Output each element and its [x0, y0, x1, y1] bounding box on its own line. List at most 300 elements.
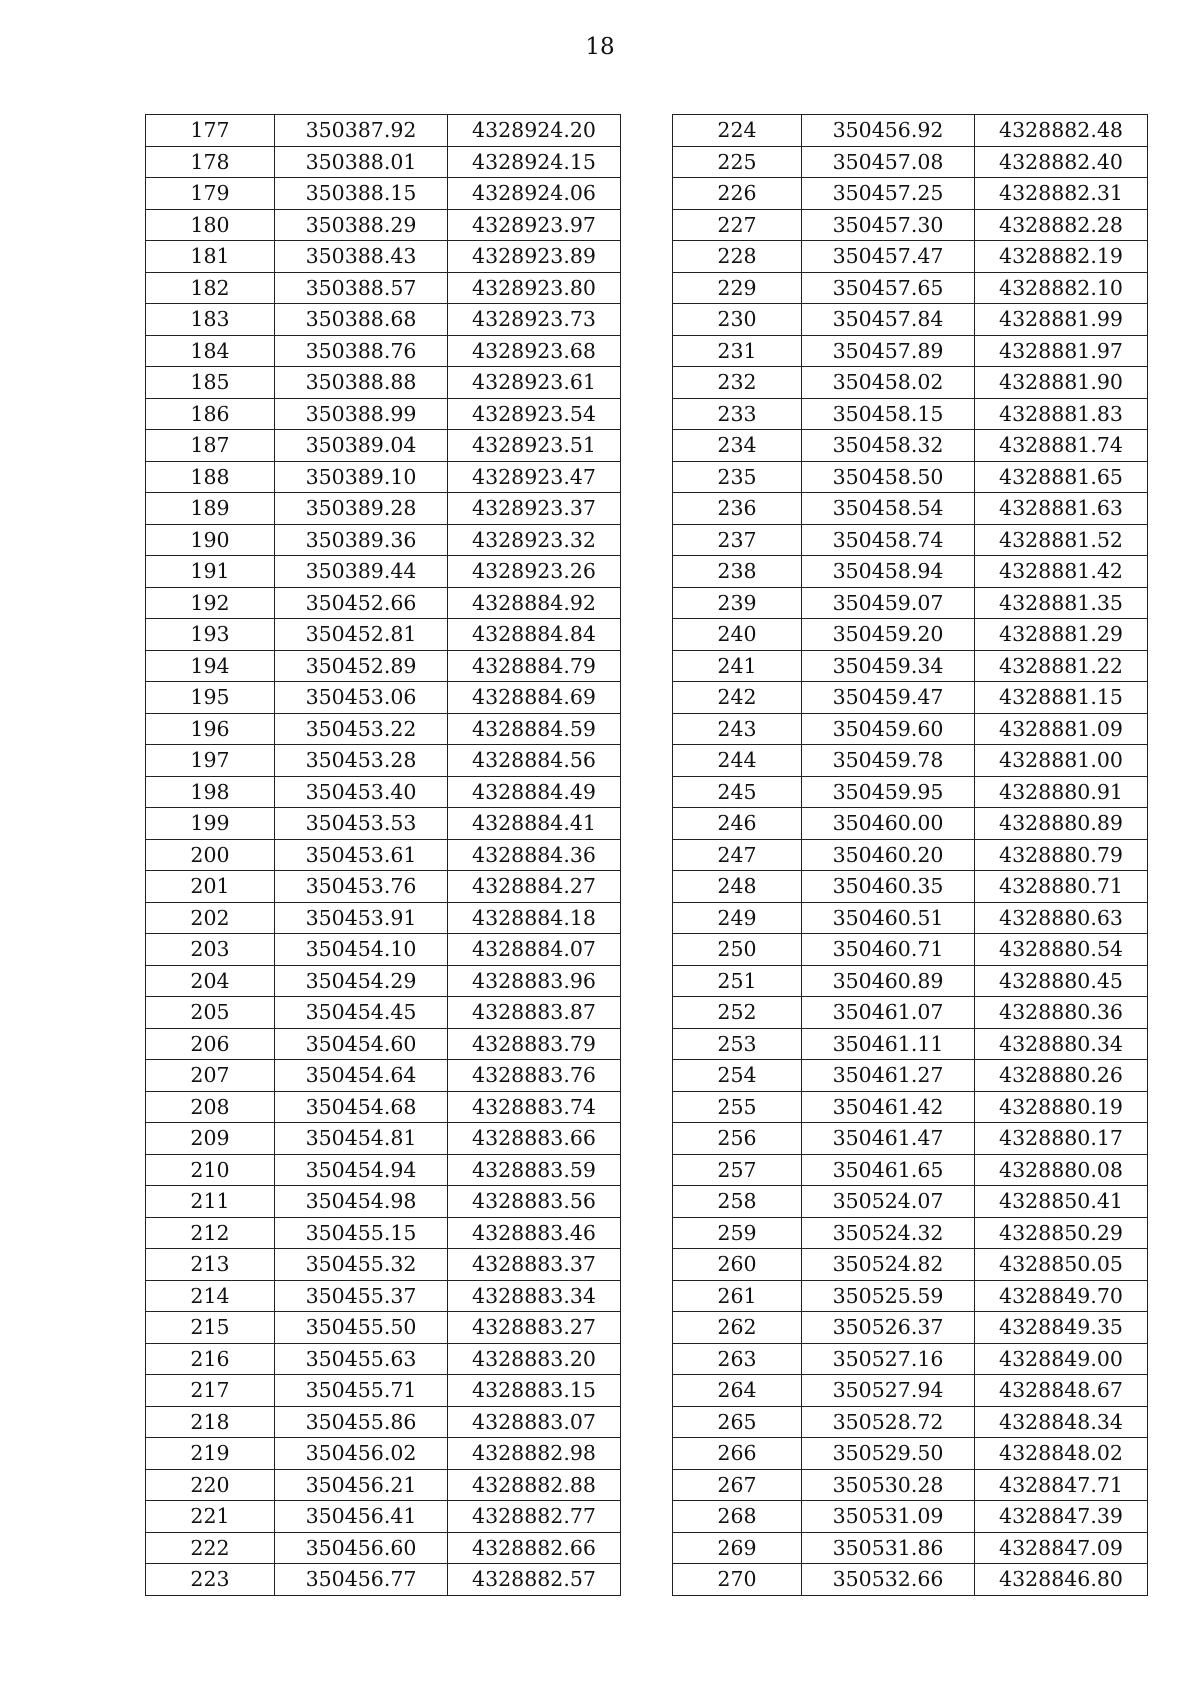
table-row	[146, 335, 621, 367]
table-row	[673, 1217, 1148, 1249]
y-coordinate-cell: 4328880.79	[975, 839, 1148, 871]
x-coordinate-cell: 350454.29	[275, 965, 448, 997]
table-row	[146, 587, 621, 619]
x-coordinate-cell: 350388.57	[275, 272, 448, 304]
table-row	[673, 1564, 1148, 1596]
y-coordinate-cell: 4328881.35	[975, 587, 1148, 619]
y-coordinate-cell: 4328884.49	[448, 776, 621, 808]
table-row	[673, 1280, 1148, 1312]
y-coordinate-cell: 4328883.79	[448, 1028, 621, 1060]
table-body	[146, 115, 621, 1596]
y-coordinate-cell: 4328882.10	[975, 272, 1148, 304]
table-row	[673, 556, 1148, 588]
x-coordinate-cell: 350524.32	[802, 1217, 975, 1249]
point-number-cell: 235	[673, 461, 802, 493]
x-coordinate-cell: 350455.63	[275, 1343, 448, 1375]
point-number-cell: 185	[146, 367, 275, 399]
table-row	[673, 1375, 1148, 1407]
y-coordinate-cell: 4328881.29	[975, 619, 1148, 651]
table-row	[673, 997, 1148, 1029]
y-coordinate-cell: 4328883.07	[448, 1406, 621, 1438]
table-row	[673, 776, 1148, 808]
x-coordinate-cell: 350389.28	[275, 493, 448, 525]
x-coordinate-cell: 350453.28	[275, 745, 448, 777]
point-number-cell: 209	[146, 1123, 275, 1155]
point-number-cell: 247	[673, 839, 802, 871]
table-row	[146, 1280, 621, 1312]
y-coordinate-cell: 4328924.15	[448, 146, 621, 178]
table-row	[146, 461, 621, 493]
table-row	[146, 556, 621, 588]
x-coordinate-cell: 350454.10	[275, 934, 448, 966]
point-number-cell: 219	[146, 1438, 275, 1470]
y-coordinate-cell: 4328883.96	[448, 965, 621, 997]
point-number-cell: 178	[146, 146, 275, 178]
y-coordinate-cell: 4328884.79	[448, 650, 621, 682]
x-coordinate-cell: 350455.32	[275, 1249, 448, 1281]
table-row	[673, 587, 1148, 619]
point-number-cell: 211	[146, 1186, 275, 1218]
table-row	[146, 745, 621, 777]
table-row	[146, 272, 621, 304]
x-coordinate-cell: 350460.71	[802, 934, 975, 966]
x-coordinate-cell: 350460.00	[802, 808, 975, 840]
table-row	[673, 1186, 1148, 1218]
point-number-cell: 239	[673, 587, 802, 619]
y-coordinate-cell: 4328881.99	[975, 304, 1148, 336]
x-coordinate-cell: 350455.15	[275, 1217, 448, 1249]
x-coordinate-cell: 350454.60	[275, 1028, 448, 1060]
x-coordinate-cell: 350389.10	[275, 461, 448, 493]
x-coordinate-cell: 350388.43	[275, 241, 448, 273]
x-coordinate-cell: 350527.94	[802, 1375, 975, 1407]
y-coordinate-cell: 4328882.48	[975, 115, 1148, 147]
point-number-cell: 199	[146, 808, 275, 840]
x-coordinate-cell: 350456.02	[275, 1438, 448, 1470]
point-number-cell: 231	[673, 335, 802, 367]
point-number-cell: 181	[146, 241, 275, 273]
table-row	[673, 1406, 1148, 1438]
table-row	[673, 871, 1148, 903]
point-number-cell: 214	[146, 1280, 275, 1312]
x-coordinate-cell: 350453.61	[275, 839, 448, 871]
x-coordinate-cell: 350454.81	[275, 1123, 448, 1155]
y-coordinate-cell: 4328923.51	[448, 430, 621, 462]
x-coordinate-cell: 350453.76	[275, 871, 448, 903]
point-number-cell: 222	[146, 1532, 275, 1564]
y-coordinate-cell: 4328883.74	[448, 1091, 621, 1123]
point-number-cell: 196	[146, 713, 275, 745]
point-number-cell: 240	[673, 619, 802, 651]
y-coordinate-cell: 4328850.29	[975, 1217, 1148, 1249]
y-coordinate-cell: 4328884.07	[448, 934, 621, 966]
table-row	[146, 209, 621, 241]
x-coordinate-cell: 350531.86	[802, 1532, 975, 1564]
table-body	[673, 115, 1148, 1596]
table-row	[146, 1249, 621, 1281]
x-coordinate-cell: 350526.37	[802, 1312, 975, 1344]
table-row	[146, 934, 621, 966]
point-number-cell: 180	[146, 209, 275, 241]
point-number-cell: 246	[673, 808, 802, 840]
point-number-cell: 251	[673, 965, 802, 997]
table-row	[146, 776, 621, 808]
point-number-cell: 241	[673, 650, 802, 682]
table-row	[146, 493, 621, 525]
point-number-cell: 236	[673, 493, 802, 525]
y-coordinate-cell: 4328882.19	[975, 241, 1148, 273]
y-coordinate-cell: 4328923.32	[448, 524, 621, 556]
x-coordinate-cell: 350453.22	[275, 713, 448, 745]
y-coordinate-cell: 4328884.84	[448, 619, 621, 651]
x-coordinate-cell: 350459.07	[802, 587, 975, 619]
x-coordinate-cell: 350387.92	[275, 115, 448, 147]
point-number-cell: 249	[673, 902, 802, 934]
point-number-cell: 187	[146, 430, 275, 462]
x-coordinate-cell: 350524.07	[802, 1186, 975, 1218]
table-row	[146, 1312, 621, 1344]
y-coordinate-cell: 4328923.26	[448, 556, 621, 588]
y-coordinate-cell: 4328884.36	[448, 839, 621, 871]
table-row	[673, 241, 1148, 273]
point-number-cell: 257	[673, 1154, 802, 1186]
y-coordinate-cell: 4328881.97	[975, 335, 1148, 367]
x-coordinate-cell: 350388.01	[275, 146, 448, 178]
y-coordinate-cell: 4328881.74	[975, 430, 1148, 462]
point-number-cell: 213	[146, 1249, 275, 1281]
x-coordinate-cell: 350460.35	[802, 871, 975, 903]
table-row	[673, 335, 1148, 367]
x-coordinate-cell: 350459.95	[802, 776, 975, 808]
table-row	[146, 965, 621, 997]
point-number-cell: 232	[673, 367, 802, 399]
point-number-cell: 212	[146, 1217, 275, 1249]
point-number-cell: 229	[673, 272, 802, 304]
point-number-cell: 203	[146, 934, 275, 966]
y-coordinate-cell: 4328883.76	[448, 1060, 621, 1092]
point-number-cell: 260	[673, 1249, 802, 1281]
point-number-cell: 223	[146, 1564, 275, 1596]
x-coordinate-cell: 350458.74	[802, 524, 975, 556]
x-coordinate-cell: 350389.44	[275, 556, 448, 588]
table-row	[673, 1123, 1148, 1155]
x-coordinate-cell: 350458.54	[802, 493, 975, 525]
table-row	[146, 619, 621, 651]
y-coordinate-cell: 4328882.40	[975, 146, 1148, 178]
point-number-cell: 252	[673, 997, 802, 1029]
x-coordinate-cell: 350525.59	[802, 1280, 975, 1312]
table-row	[146, 1217, 621, 1249]
x-coordinate-cell: 350389.04	[275, 430, 448, 462]
table-row	[146, 713, 621, 745]
x-coordinate-cell: 350529.50	[802, 1438, 975, 1470]
x-coordinate-cell: 350461.42	[802, 1091, 975, 1123]
x-coordinate-cell: 350459.34	[802, 650, 975, 682]
table-row	[146, 115, 621, 147]
x-coordinate-cell: 350460.51	[802, 902, 975, 934]
x-coordinate-cell: 350459.20	[802, 619, 975, 651]
point-number-cell: 194	[146, 650, 275, 682]
x-coordinate-cell: 350388.29	[275, 209, 448, 241]
point-number-cell: 262	[673, 1312, 802, 1344]
table-row	[673, 1060, 1148, 1092]
table-row	[673, 839, 1148, 871]
x-coordinate-cell: 350456.92	[802, 115, 975, 147]
x-coordinate-cell: 350453.53	[275, 808, 448, 840]
point-number-cell: 243	[673, 713, 802, 745]
table-row	[673, 650, 1148, 682]
y-coordinate-cell: 4328882.31	[975, 178, 1148, 210]
y-coordinate-cell: 4328881.83	[975, 398, 1148, 430]
coordinates-table-right	[672, 114, 1148, 1596]
point-number-cell: 245	[673, 776, 802, 808]
point-number-cell: 198	[146, 776, 275, 808]
x-coordinate-cell: 350456.60	[275, 1532, 448, 1564]
y-coordinate-cell: 4328923.61	[448, 367, 621, 399]
y-coordinate-cell: 4328883.56	[448, 1186, 621, 1218]
table-row	[146, 1438, 621, 1470]
y-coordinate-cell: 4328880.91	[975, 776, 1148, 808]
point-number-cell: 225	[673, 146, 802, 178]
y-coordinate-cell: 4328883.66	[448, 1123, 621, 1155]
y-coordinate-cell: 4328848.02	[975, 1438, 1148, 1470]
point-number-cell: 215	[146, 1312, 275, 1344]
point-number-cell: 269	[673, 1532, 802, 1564]
y-coordinate-cell: 4328881.52	[975, 524, 1148, 556]
x-coordinate-cell: 350457.30	[802, 209, 975, 241]
y-coordinate-cell: 4328881.90	[975, 367, 1148, 399]
point-number-cell: 226	[673, 178, 802, 210]
point-number-cell: 177	[146, 115, 275, 147]
x-coordinate-cell: 350460.20	[802, 839, 975, 871]
y-coordinate-cell: 4328883.27	[448, 1312, 621, 1344]
table-row	[673, 1154, 1148, 1186]
x-coordinate-cell: 350389.36	[275, 524, 448, 556]
y-coordinate-cell: 4328880.26	[975, 1060, 1148, 1092]
y-coordinate-cell: 4328848.34	[975, 1406, 1148, 1438]
point-number-cell: 224	[673, 115, 802, 147]
table-row	[146, 146, 621, 178]
y-coordinate-cell: 4328924.20	[448, 115, 621, 147]
table-row	[673, 493, 1148, 525]
x-coordinate-cell: 350457.25	[802, 178, 975, 210]
table-row	[146, 1091, 621, 1123]
y-coordinate-cell: 4328883.46	[448, 1217, 621, 1249]
y-coordinate-cell: 4328923.47	[448, 461, 621, 493]
y-coordinate-cell: 4328880.71	[975, 871, 1148, 903]
table-row	[673, 115, 1148, 147]
y-coordinate-cell: 4328881.65	[975, 461, 1148, 493]
y-coordinate-cell: 4328882.77	[448, 1501, 621, 1533]
x-coordinate-cell: 350461.07	[802, 997, 975, 1029]
x-coordinate-cell: 350388.88	[275, 367, 448, 399]
table-row	[673, 619, 1148, 651]
x-coordinate-cell: 350454.64	[275, 1060, 448, 1092]
y-coordinate-cell: 4328882.88	[448, 1469, 621, 1501]
x-coordinate-cell: 350458.15	[802, 398, 975, 430]
table-row	[146, 997, 621, 1029]
x-coordinate-cell: 350452.66	[275, 587, 448, 619]
y-coordinate-cell: 4328924.06	[448, 178, 621, 210]
x-coordinate-cell: 350457.89	[802, 335, 975, 367]
table-row	[146, 871, 621, 903]
x-coordinate-cell: 350454.45	[275, 997, 448, 1029]
x-coordinate-cell: 350458.94	[802, 556, 975, 588]
point-number-cell: 250	[673, 934, 802, 966]
point-number-cell: 265	[673, 1406, 802, 1438]
y-coordinate-cell: 4328923.54	[448, 398, 621, 430]
x-coordinate-cell: 350461.65	[802, 1154, 975, 1186]
point-number-cell: 210	[146, 1154, 275, 1186]
point-number-cell: 255	[673, 1091, 802, 1123]
y-coordinate-cell: 4328847.09	[975, 1532, 1148, 1564]
point-number-cell: 193	[146, 619, 275, 651]
x-coordinate-cell: 350532.66	[802, 1564, 975, 1596]
x-coordinate-cell: 350460.89	[802, 965, 975, 997]
table-row	[673, 965, 1148, 997]
table-row	[673, 1091, 1148, 1123]
point-number-cell: 244	[673, 745, 802, 777]
y-coordinate-cell: 4328880.19	[975, 1091, 1148, 1123]
x-coordinate-cell: 350459.78	[802, 745, 975, 777]
y-coordinate-cell: 4328880.45	[975, 965, 1148, 997]
table-row	[673, 1343, 1148, 1375]
x-coordinate-cell: 350458.50	[802, 461, 975, 493]
y-coordinate-cell: 4328883.87	[448, 997, 621, 1029]
y-coordinate-cell: 4328883.59	[448, 1154, 621, 1186]
point-number-cell: 270	[673, 1564, 802, 1596]
y-coordinate-cell: 4328881.63	[975, 493, 1148, 525]
x-coordinate-cell: 350530.28	[802, 1469, 975, 1501]
table-row	[673, 1469, 1148, 1501]
table-row	[146, 1154, 621, 1186]
table-row	[673, 430, 1148, 462]
y-coordinate-cell: 4328881.22	[975, 650, 1148, 682]
point-number-cell: 230	[673, 304, 802, 336]
y-coordinate-cell: 4328884.41	[448, 808, 621, 840]
table-row	[146, 902, 621, 934]
table-row	[673, 1028, 1148, 1060]
table-row	[673, 902, 1148, 934]
point-number-cell: 228	[673, 241, 802, 273]
y-coordinate-cell: 4328850.41	[975, 1186, 1148, 1218]
point-number-cell: 237	[673, 524, 802, 556]
point-number-cell: 202	[146, 902, 275, 934]
x-coordinate-cell: 350457.08	[802, 146, 975, 178]
y-coordinate-cell: 4328880.34	[975, 1028, 1148, 1060]
point-number-cell: 184	[146, 335, 275, 367]
table-row	[146, 1028, 621, 1060]
point-number-cell: 253	[673, 1028, 802, 1060]
point-number-cell: 204	[146, 965, 275, 997]
point-number-cell: 238	[673, 556, 802, 588]
x-coordinate-cell: 350527.16	[802, 1343, 975, 1375]
y-coordinate-cell: 4328884.92	[448, 587, 621, 619]
y-coordinate-cell: 4328923.68	[448, 335, 621, 367]
x-coordinate-cell: 350459.47	[802, 682, 975, 714]
x-coordinate-cell: 350452.81	[275, 619, 448, 651]
point-number-cell: 208	[146, 1091, 275, 1123]
x-coordinate-cell: 350456.41	[275, 1501, 448, 1533]
y-coordinate-cell: 4328880.89	[975, 808, 1148, 840]
x-coordinate-cell: 350452.89	[275, 650, 448, 682]
x-coordinate-cell: 350453.40	[275, 776, 448, 808]
table-row	[146, 1186, 621, 1218]
point-number-cell: 207	[146, 1060, 275, 1092]
x-coordinate-cell: 350388.99	[275, 398, 448, 430]
y-coordinate-cell: 4328849.70	[975, 1280, 1148, 1312]
table-row	[673, 682, 1148, 714]
table-row	[673, 272, 1148, 304]
point-number-cell: 268	[673, 1501, 802, 1533]
table-row	[146, 1469, 621, 1501]
table-row	[673, 367, 1148, 399]
table-row	[146, 1123, 621, 1155]
y-coordinate-cell: 4328880.36	[975, 997, 1148, 1029]
y-coordinate-cell: 4328849.35	[975, 1312, 1148, 1344]
table-row	[673, 745, 1148, 777]
point-number-cell: 189	[146, 493, 275, 525]
x-coordinate-cell: 350461.47	[802, 1123, 975, 1155]
point-number-cell: 192	[146, 587, 275, 619]
y-coordinate-cell: 4328884.18	[448, 902, 621, 934]
point-number-cell: 205	[146, 997, 275, 1029]
y-coordinate-cell: 4328849.00	[975, 1343, 1148, 1375]
point-number-cell: 254	[673, 1060, 802, 1092]
x-coordinate-cell: 350388.76	[275, 335, 448, 367]
y-coordinate-cell: 4328882.66	[448, 1532, 621, 1564]
table-row	[146, 1532, 621, 1564]
point-number-cell: 201	[146, 871, 275, 903]
y-coordinate-cell: 4328880.63	[975, 902, 1148, 934]
table-row	[673, 1312, 1148, 1344]
y-coordinate-cell: 4328850.05	[975, 1249, 1148, 1281]
point-number-cell: 227	[673, 209, 802, 241]
point-number-cell: 200	[146, 839, 275, 871]
table-row	[673, 713, 1148, 745]
y-coordinate-cell: 4328884.56	[448, 745, 621, 777]
point-number-cell: 179	[146, 178, 275, 210]
table-row	[146, 1375, 621, 1407]
point-number-cell: 233	[673, 398, 802, 430]
table-row	[146, 1501, 621, 1533]
page-number: 18	[585, 34, 615, 60]
x-coordinate-cell: 350455.50	[275, 1312, 448, 1344]
y-coordinate-cell: 4328883.15	[448, 1375, 621, 1407]
table-row	[673, 934, 1148, 966]
y-coordinate-cell: 4328923.73	[448, 304, 621, 336]
table-row	[146, 1343, 621, 1375]
point-number-cell: 258	[673, 1186, 802, 1218]
point-number-cell: 182	[146, 272, 275, 304]
point-number-cell: 259	[673, 1217, 802, 1249]
point-number-cell: 256	[673, 1123, 802, 1155]
x-coordinate-cell: 350388.15	[275, 178, 448, 210]
table-row	[673, 1438, 1148, 1470]
y-coordinate-cell: 4328883.37	[448, 1249, 621, 1281]
x-coordinate-cell: 350388.68	[275, 304, 448, 336]
point-number-cell: 197	[146, 745, 275, 777]
point-number-cell: 186	[146, 398, 275, 430]
table-row	[673, 524, 1148, 556]
y-coordinate-cell: 4328884.59	[448, 713, 621, 745]
y-coordinate-cell: 4328884.27	[448, 871, 621, 903]
y-coordinate-cell: 4328923.89	[448, 241, 621, 273]
x-coordinate-cell: 350456.77	[275, 1564, 448, 1596]
table-row	[146, 241, 621, 273]
x-coordinate-cell: 350458.32	[802, 430, 975, 462]
table-row	[673, 1532, 1148, 1564]
